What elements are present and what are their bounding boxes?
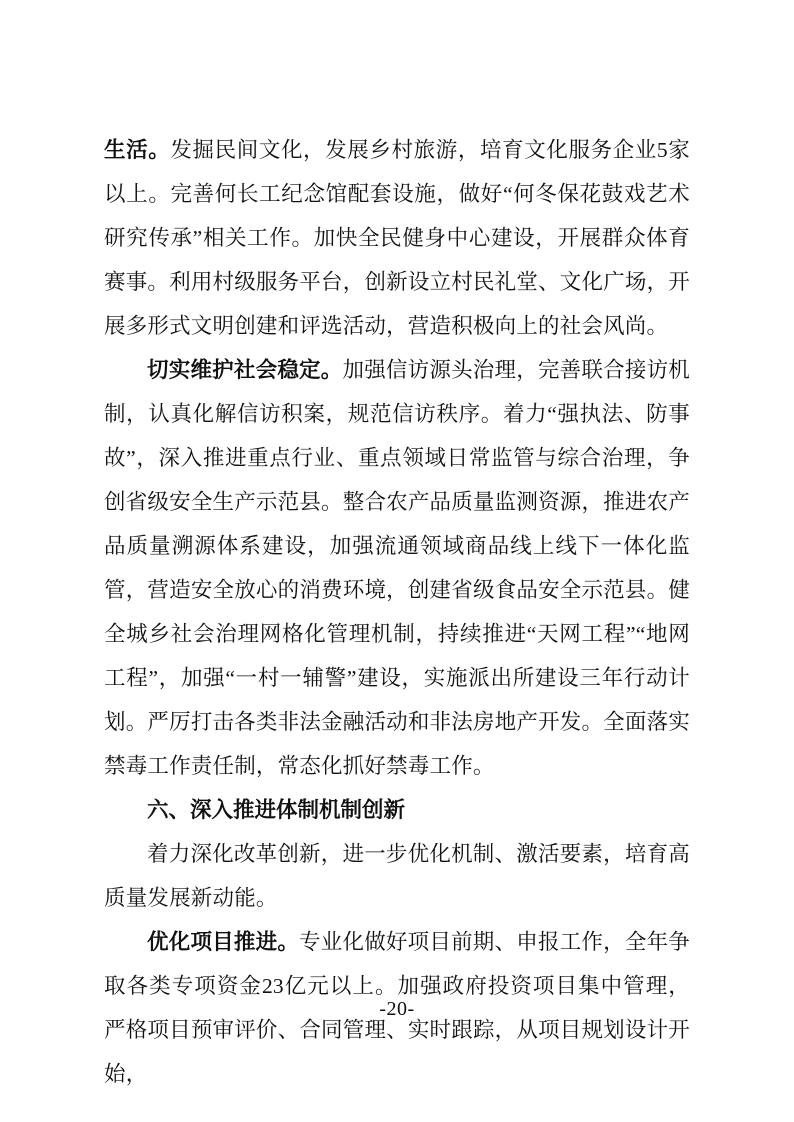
paragraph-lead: 切实维护社会稳定。 — [147, 358, 343, 382]
paragraph-social-stability — [104, 348, 690, 788]
paragraph-reform-intro — [104, 832, 690, 920]
paragraph-continuation — [104, 128, 690, 348]
paragraph-text: 发掘民间文化，发展乡村旅游，培育文化服务企业5家以上。完善何长工纪念馆配套设施，做好“何冬保花鼓戏艺术研究传承”相关工作。加快全民健身中心建设，开展群众体育赛事。利用村级服务平台，创新设立村民礼堂、文化广场，开展多形式文明创建和评选活动，营造积极向上的社会风尚。 — [104, 138, 690, 338]
paragraph-lead: 优化项目推进。 — [147, 930, 300, 954]
page-number: -20- — [379, 998, 415, 1020]
paragraph-text: 着力深化改革创新，进一步优化机制、激活要素，培育高质量发展新动能。 — [104, 842, 690, 910]
paragraph-lead: 生活。 — [104, 138, 171, 162]
paragraph-text: 专业化做好项目前期、申报工作，全年争取各类专项资金23亿元以上。加强政府投资项目集中管理，严格项目预审评价、合同管理、实时跟踪，从项目规划设计开始， — [104, 930, 690, 1086]
paragraph-text: 加强信访源头治理，完善联合接访机制，认真化解信访积案，规范信访秩序。着力“强执法、防事故”，深入推进重点行业、重点领域日常监管与综合治理，争创省级安全生产示范县。整合农产品质量监测资源，推进农产品质量溯源体系建设，加强流通领域商品线上线下一体化监管，营造安全放心的消费环境，创建省级食品安全示范县。健全城乡社会治理网格化管理机制，持续推进“天网工程”“地网工程”，加强“一村一辅警”建设，实施派出所建设三年行动计划。严厉打击各类非法金融活动和非法房地产开发。全面落实禁毒工作责任制，常态化抓好禁毒工作。 — [104, 358, 690, 778]
section-heading-six: 六、深入推进体制机制创新 — [147, 798, 406, 822]
document-body — [104, 128, 690, 1096]
